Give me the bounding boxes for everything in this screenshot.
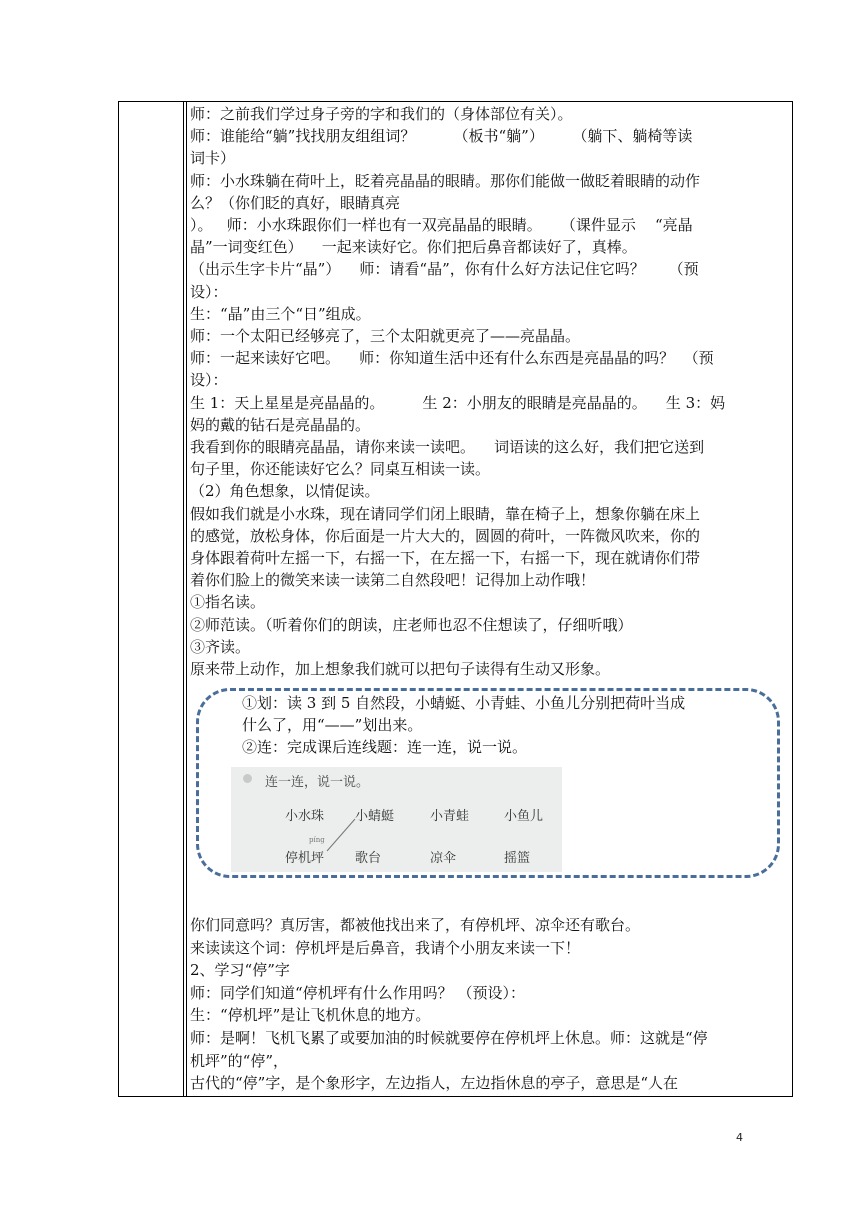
line: 2、学习“停”字 — [190, 961, 290, 980]
line: 的感觉，放松身体，你后面是一片大大的，圆圆的荷叶，一阵微风吹来，你的 — [190, 526, 701, 545]
top-word: 小水珠 — [285, 809, 325, 824]
page-number: 4 — [736, 1131, 743, 1144]
line: 师：一个太阳已经够亮了，三个太阳就更亮了——亮晶晶。 — [190, 327, 581, 346]
line: （出示生字卡片“晶”） 师：请看“晶”，你有什么好方法记住它吗？ （预 — [190, 260, 699, 279]
line: 晶”一词变红色） 一起来读好它。你们把后鼻音都读好了，真棒。 — [190, 238, 637, 257]
line: 生 1：天上星星是亮晶晶的。 生 2：小朋友的眼睛是亮晶晶的。 生 3：妈 — [190, 393, 726, 412]
instruction-line: ②连：完成课后连线题：连一连，说一说。 — [242, 738, 528, 757]
line: 妈的戴的钻石是亮晶晶的。 — [190, 415, 371, 434]
line: 生：“停机坪”是让飞机休息的地方。 — [190, 1006, 431, 1025]
top-word: 小鱼儿 — [504, 809, 544, 824]
instruction-line: ①划：读 3 到 5 自然段，小蜻蜓、小青蛙、小鱼儿分别把荷叶当成 — [242, 694, 686, 712]
line: 词卡） — [190, 149, 236, 168]
line: 设）： — [190, 371, 228, 390]
line: 师：是啊！飞机飞累了或要加油的时候就要停在停机坪上休息。师：这就是“停 — [190, 1028, 708, 1047]
line: 师：谁能给“躺”找找朋友组组词？ （板书“躺”） （躺下、躺椅等读 — [190, 127, 693, 146]
line: 师：之前我们学过身子旁的字和我们的（身体部位有关）。 — [190, 105, 573, 123]
line: ①指名读。 — [190, 593, 266, 612]
line: 机坪”的“停”， — [190, 1051, 289, 1070]
matching-exercise-image — [231, 767, 562, 872]
line: 你们同意吗？真厉害，都被他找出来了，有停机坪、凉伞还有歌台。 — [190, 916, 641, 934]
column-divider-1 — [183, 102, 184, 1096]
line: 师：小水珠躺在荷叶上，眨着亮晶晶的眼睛。那你们能做一做眨着眼睛的动作 — [190, 171, 701, 190]
line: 生：“晶”由三个“日”组成。 — [190, 304, 371, 323]
lesson-text-lower — [190, 914, 790, 1095]
bottom-word: 停机坪 — [285, 851, 325, 866]
line: 么？（你们眨的真好，眼睛真亮 — [190, 193, 401, 212]
line: 来读读这个词：停机坪是后鼻音，我请个小朋友来读一下！ — [190, 938, 581, 957]
line: 假如我们就是小水珠，现在请同学们闭上眼睛，靠在椅子上，想象你躺在床上 — [190, 504, 701, 523]
line: ②师范读。（听着你们的朗读，庄老师也忍不住想读了，仔细听哦） — [190, 615, 633, 634]
bottom-word: 歌台 — [355, 851, 382, 866]
bottom-word: 摇篮 — [504, 851, 531, 866]
line: 身体跟着荷叶左摇一下，右摇一下，在左摇一下，右摇一下，现在就请你们带 — [190, 549, 701, 568]
lesson-text-upper — [190, 103, 790, 680]
top-word: 小蜻蜓 — [355, 809, 395, 824]
top-word: 小青蛙 — [430, 809, 470, 824]
line: 师：一起来读好它吧。 师：你知道生活中还有什么东西是亮晶晶的吗？ （预 — [190, 349, 714, 368]
line: ③齐读。 — [190, 637, 251, 656]
bottom-word: 凉伞 — [430, 851, 457, 866]
column-divider-2 — [186, 102, 187, 1096]
activity-instructions — [242, 692, 782, 759]
line: 着你们脸上的微笑来读一读第二自然段吧！记得加上动作哦！ — [190, 571, 596, 590]
line: （2）角色想象，以情促读。 — [190, 482, 380, 501]
instruction-line: 什么了，用“——”划出来。 — [242, 716, 423, 735]
line: 设）： — [190, 282, 228, 301]
line: ）。 师：小水珠跟你们一样也有一双亮晶晶的眼睛。 （课件显示 “亮晶 — [190, 216, 693, 235]
line: 师：同学们知道“停机坪有什么作用吗？ （预设）： — [190, 983, 525, 1002]
exercise-title: 连一连，说一说。 — [265, 775, 370, 790]
pinyin-label: píng — [309, 836, 325, 844]
line: 我看到你的眼睛亮晶晶，请你来读一读吧。 词语读的这么好，我们把它送到 — [190, 438, 705, 457]
match-line — [231, 767, 562, 872]
line: 原来带上动作，加上想象我们就可以把句子读得有生动又形象。 — [190, 660, 611, 679]
line: 古代的“停”字，是个象形字，左边指人，左边指休息的亭子，意思是“人在 — [190, 1074, 679, 1093]
line: 句子里，你还能读好它么？同桌互相读一读。 — [190, 460, 491, 479]
